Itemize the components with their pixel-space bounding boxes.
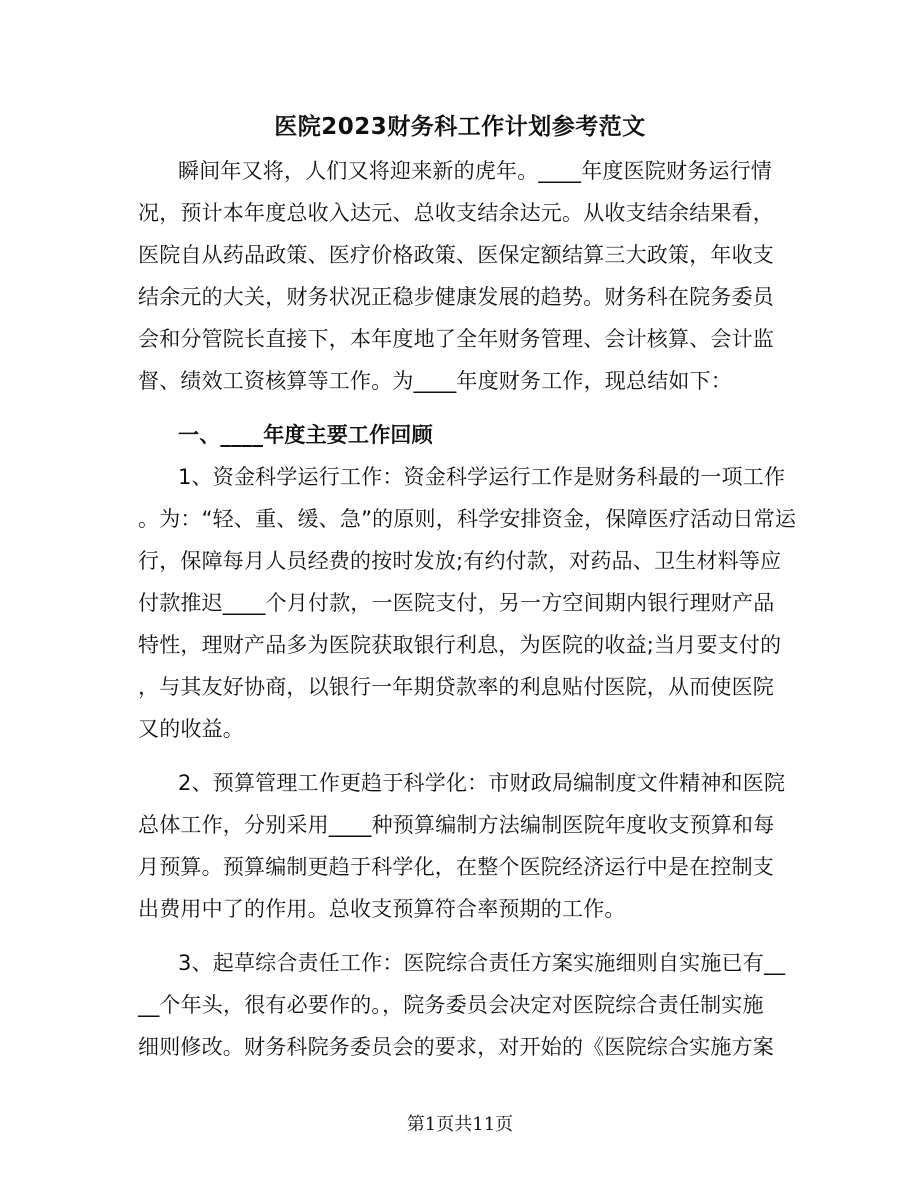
paragraph-line: 瞬间年又将，人们又将迎来新的虎年。____年度医院财务运行情 xyxy=(178,159,772,183)
paragraph-line: 况，预计本年度总收入达元、总收支结余达元。从收支结余结果看， xyxy=(138,201,774,225)
section-heading: 一、____年度主要工作回顾 xyxy=(178,423,433,447)
paragraph-line: 督、绩效工资核算等工作。为____年度财务工作，现总结如下： xyxy=(138,369,732,393)
paragraph-line: 总体工作，分别采用____种预算编制方法编制医院年度收支预算和每 xyxy=(138,813,775,837)
paragraph-line: 特性，理财产品多为医院获取银行利息，为医院的收益;当月要支付的 xyxy=(138,633,782,657)
paragraph-line: 2、预算管理工作更趋于科学化：市财政局编制度文件精神和医院 xyxy=(178,771,786,795)
paragraph-line: 。为：“轻、重、缓、急”的原则，科学安排资金，保障医疗活动日常运 xyxy=(138,507,797,531)
paragraph-line: __个年头，很有必要作的。，院务委员会决定对医院综合责任制实施 xyxy=(138,993,764,1017)
paragraph-line: 又的收益。 xyxy=(138,717,244,741)
paragraph-line: 行，保障每月人员经费的按时发放;有约付款，对药品、卫生材料等应 xyxy=(138,549,782,573)
paragraph-line: 出费用中了的作用。总收支预算符合率预期的工作。 xyxy=(138,897,626,921)
paragraph-line: 付款推迟____个月付款，一医院支付，另一方空间期内银行理财产品 xyxy=(138,591,775,615)
paragraph-line: 会和分管院长直接下，本年度地了全年财务管理、会计核算、会计监 xyxy=(138,327,774,351)
document-title: 医院2023财务科工作计划参考范文 xyxy=(274,114,646,140)
paragraph-line: 医院自从药品政策、医疗价格政策、医保定额结算三大政策，年收支 xyxy=(138,243,774,267)
paragraph-line: 1、资金科学运行工作：资金科学运行工作是财务科最的一项工作 xyxy=(178,465,786,489)
paragraph-line: 细则修改。财务科院务委员会的要求，对开始的《医院综合实施方案 xyxy=(138,1035,774,1059)
page-footer: 第1页共11页 xyxy=(406,1114,514,1135)
paragraph-line: 3、起草综合责任工作：医院综合责任方案实施细则自实施已有__ xyxy=(178,951,786,975)
paragraph-line: ，与其友好协商，以银行一年期贷款率的利息贴付医院，从而使医院 xyxy=(138,675,774,699)
paragraph-line: 结余元的大关，财务状况正稳步健康发展的趋势。财务科在院务委员 xyxy=(138,285,774,309)
paragraph-line: 月预算。预算编制更趋于科学化，在整个医院经济运行中是在控制支 xyxy=(138,855,774,879)
